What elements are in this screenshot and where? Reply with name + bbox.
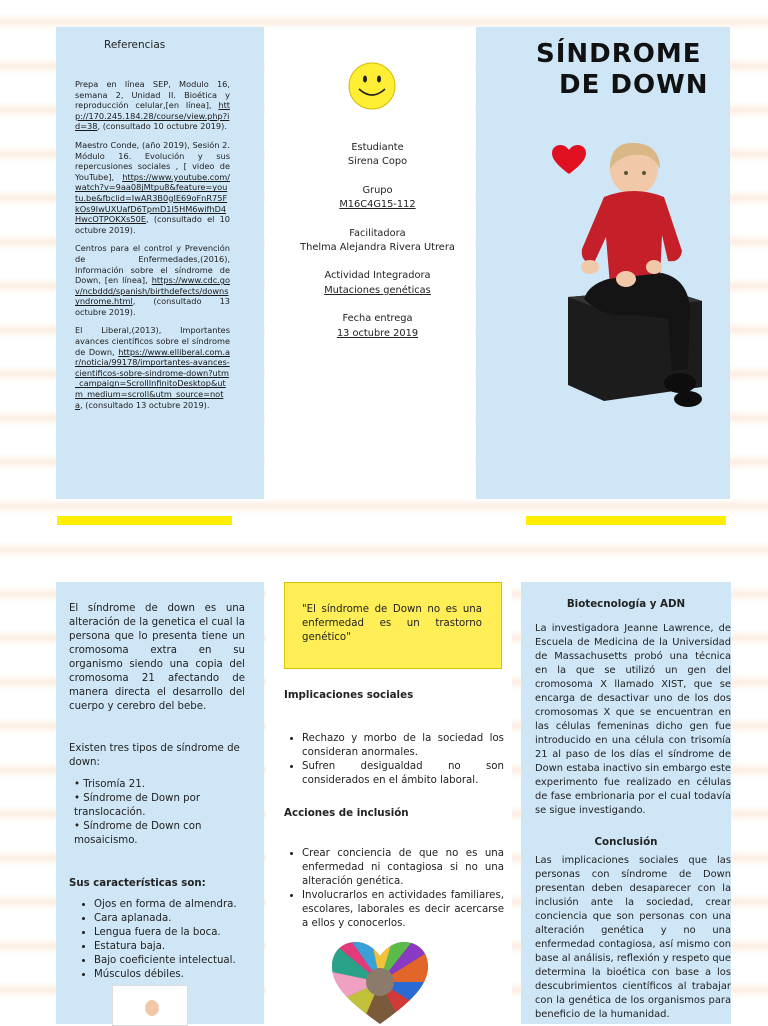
- cover-info: [265, 141, 490, 341]
- list-item: • Músculos débiles.: [94, 968, 244, 982]
- group-label: Grupo: [362, 184, 393, 196]
- student-name: Sirena Copo: [347, 156, 408, 168]
- list-item: • Crear conciencia de que no es una enfermedad ni contagiosa si no una alteración genética.: [302, 847, 504, 889]
- reference-link[interactable]: https://www.youtube.com/watch?v=9aa08jMtpu8&feature=youtu.be&fbclid=IwAR3B0gIE69oFnR75FkOs9IwUXUafD6TpmD1I5HM6wifhD4HwcOTPOKXs50E: [75, 171, 230, 225]
- right-panel: [521, 582, 731, 1024]
- yellow-bar-right: [526, 516, 726, 525]
- list-item: • Lengua fuera de la boca.: [94, 926, 244, 940]
- activity-label: Actividad Integradora: [324, 270, 431, 282]
- types-intro: Existen tres tipos de síndrome de down:: [69, 743, 240, 768]
- references-title: Referencias: [104, 39, 166, 51]
- list-item: • Cara aplanada.: [94, 912, 244, 926]
- heart-socks-image: [332, 942, 428, 1024]
- list-item: • Bajo coeficiente intelectual.: [94, 954, 244, 968]
- activity-value: Mutaciones genéticas: [324, 284, 431, 296]
- student-label: Estudiante: [351, 142, 404, 153]
- list-item: • Involucrarlos en actividades familiares, escolares, laborales es decir acercarse a ellos y conocerlos.: [302, 889, 504, 931]
- quote-text: "El síndrome de Down no es una enfermedad es un trastorno genético": [302, 604, 482, 643]
- reference-item: Prepa en línea SEP, Modulo 16, semana 2, Unidad II. Bioética y reproducción celular,[en línea], http://170.245.184.28/course/view.php?id=38, (consultado 10 octubre 2019).: [75, 79, 230, 132]
- biotech-title: Biotecnología y ADN: [566, 598, 686, 610]
- inclusion-title: Acciones de inclusión: [284, 807, 409, 819]
- type-item: • Síndrome de Down por translocación.: [74, 793, 201, 818]
- list-item: • Sufren desigualdad no son considerados en el ámbito laboral.: [302, 760, 504, 788]
- type-item: • Síndrome de Down con mosaicismo.: [74, 821, 202, 846]
- title: SÍNDROME DE DOWN: [536, 39, 709, 100]
- reference-item: Centros para el control y Prevención de Enfermedades,(2016), Información sobre el síndrome de Down, [en línea], https://www.cdc.gov/ncbddd/spanish/birthdefects/downsyndrome.html, (consultado 13 octubre 2019).: [75, 243, 230, 317]
- middle-panel: [266, 582, 512, 1024]
- intro-text: El síndrome de down es una alteración de la genetica el cual la persona que lo presenta tiene un cromosoma extra en su organismo siendo una copia del cromosoma 21 afectando de manera directa el desarrollo del cuerpo y cerebro del bebe.: [69, 603, 245, 712]
- characteristics-list: [64, 898, 244, 982]
- reference-item: Maestro Conde, (año 2019), Sesión 2. Módulo 16. Evolución y sus repercusiones sociales , [ video de YouTube], https://www.youtube.com/watch?v=9aa08jMtpu8&feature=youtu.be&fbclid=IwAR3B0gIE69oFnR75FkOs9IwUXUafD6TpmD1I5HM6wifhD4HwcOTPOKXs50E, (consultado el 10 octubre 2019).: [75, 139, 230, 235]
- facilitator-label: Facilitadora: [349, 227, 406, 239]
- social-list: [284, 732, 504, 788]
- inclusion-list: [284, 847, 504, 931]
- biotech-text: La investigadora Jeanne Lawrence, de Escuela de Medicina de la Universidad de Massachusetts probó una técnica en la que se utilizó un gen del cromosoma X llamado XIST, que se encarga de desactivar uno de los dos cromosomas X que se encuentran en las células femeninas dicho gen fue introducido en una célula con trisomía 21 al paso de los días el síndrome de Down estaba inactivo sin embargo este experimento fue realizado en células de fase embrionaria por el cual todavía se sigue investigando.: [535, 623, 731, 816]
- conclusion-title: Conclusión: [594, 836, 658, 848]
- reference-link[interactable]: https://www.cdc.gov/ncbddd/spanish/birthdefects/downsyndrome.html: [75, 275, 230, 307]
- reference-item: El Liberal,(2013), Importantes avances científicos sobre el síndrome de Down, https://www.elliberal.com.ar/noticia/99178/importantes-avances-cientificos-sobre-sindrome-down?utm_campaign=ScrollInfinitoDesktop&utm_medium=scroll&utm_source=nota, (consultado 13 octubre 2019).: [75, 325, 230, 410]
- date-value: 13 octubre 2019: [336, 327, 419, 339]
- type-item: • Trisomía 21.: [74, 779, 145, 790]
- date-label: Fecha entrega: [342, 313, 413, 325]
- group-value: M16C4G15-112: [339, 199, 416, 211]
- facilitator-name: Thelma Alejandra Rivera Utrera: [300, 242, 455, 254]
- intro-panel: [56, 582, 264, 1024]
- list-item: • Estatura baja.: [94, 940, 244, 954]
- smiley-icon: [347, 61, 397, 111]
- title-panel: [476, 27, 730, 499]
- social-title: Implicaciones sociales: [284, 689, 414, 701]
- characteristics-thumbnail: [112, 985, 188, 1026]
- child-photo: [564, 139, 714, 449]
- quote-box: [284, 582, 502, 669]
- references-list: [75, 79, 230, 418]
- types-list: [74, 778, 242, 848]
- list-item: • Ojos en forma de almendra.: [94, 898, 244, 912]
- reference-link[interactable]: http://170.245.184.28/course/view.php?id=38: [75, 100, 230, 132]
- cover-panel: [265, 27, 475, 499]
- conclusion-text: Las implicaciones sociales que las personas con síndrome de Down presentan deben desaparecer con la inclusión ante la sociedad, crear conciencia que son personas con una alteración genética y no una enfermedad contagiosa, así mismo con base al análisis, reflexión y respeto que determina la bioética con base a los descubrimientos científicos al trabajar con la genética de los organismos para beneficio de la humanidad.: [535, 855, 731, 1020]
- yellow-bar-left: [57, 516, 232, 525]
- reference-link[interactable]: https://www.elliberal.com.ar/noticia/99178/importantes-avances-cientificos-sobre-sindrome-down?utm_campaign=ScrollInfinitoDesktop&utm_medium=scroll&utm_source=nota: [75, 346, 230, 410]
- list-item: • Rechazo y morbo de la sociedad los consideran anormales.: [302, 732, 504, 760]
- characteristics-title: Sus características son:: [69, 878, 206, 889]
- references-panel: [56, 27, 264, 499]
